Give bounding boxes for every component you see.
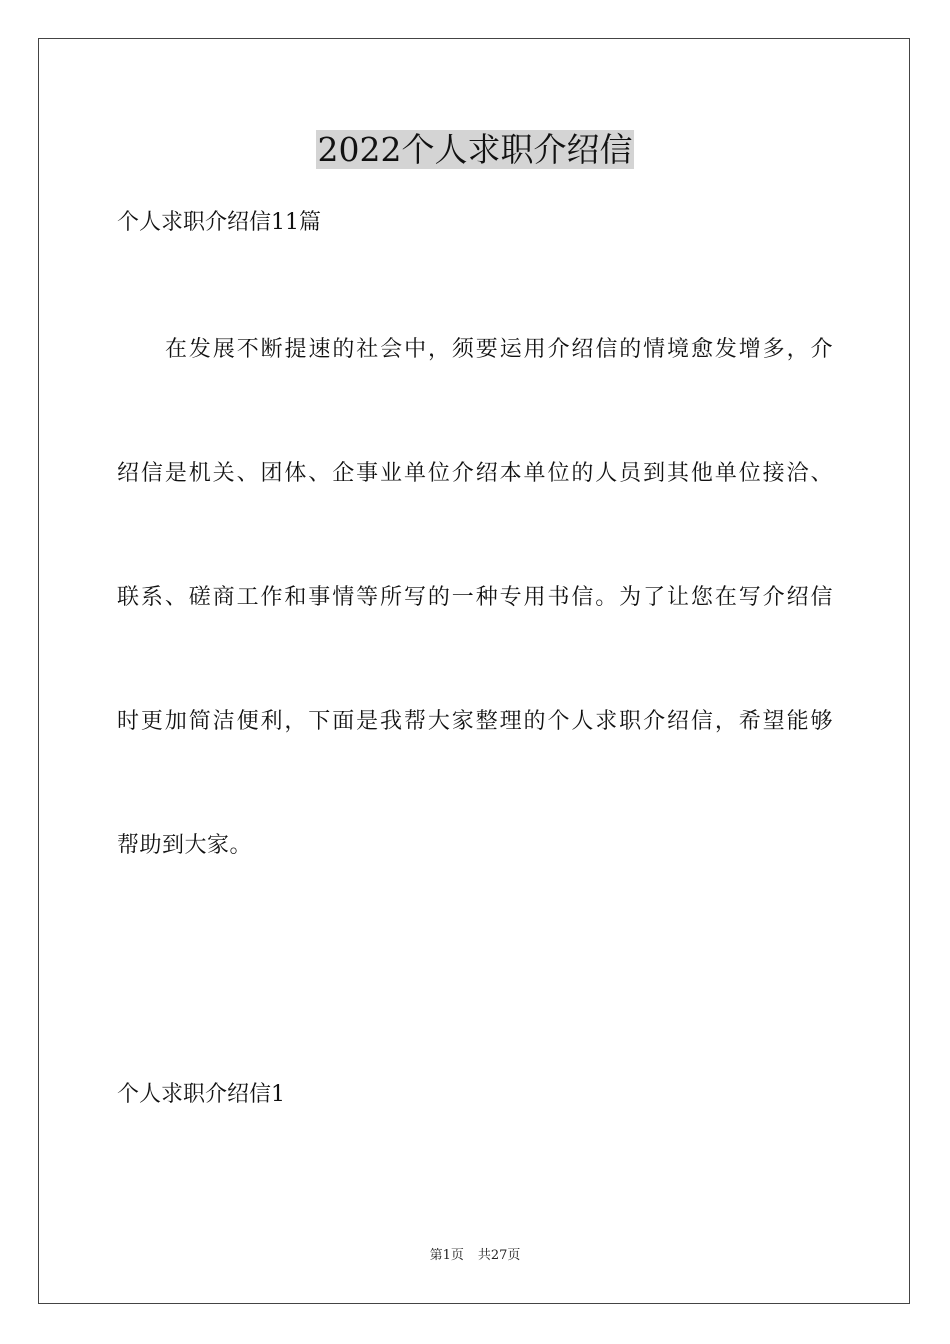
document-title-text: 2022个人求职介绍信 [317,130,633,169]
document-subtitle: 个人求职介绍信11篇 [117,210,321,235]
page-footer [0,1247,950,1265]
section-heading: 个人求职介绍信1 [117,1082,285,1107]
intro-line-4: 时更加简洁便利，下面是我帮大家整理的个人求职介绍信，希望能够 [117,709,833,734]
intro-line-2: 绍信是机关、团体、企事业单位介绍本单位的人员到其他单位接洽、 [117,461,833,486]
intro-line-1: 在发展不断提速的社会中，须要运用介绍信的情境愈发增多，介 [165,337,833,362]
page-total: 共27页 [477,1248,521,1263]
page-number: 第1页 [429,1248,464,1263]
intro-line-3: 联系、磋商工作和事情等所写的一种专用书信。为了让您在写介绍信 [117,585,833,610]
intro-line-5: 帮助到大家。 [117,833,253,858]
document-title [0,128,950,172]
